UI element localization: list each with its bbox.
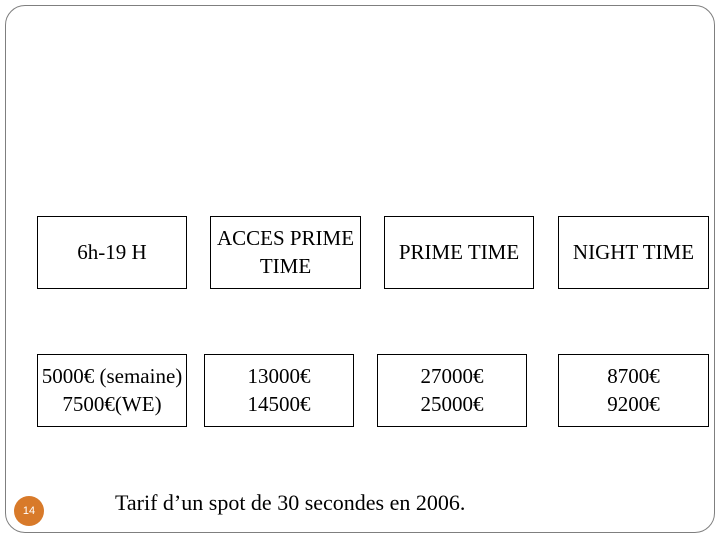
price-cell-night-time <box>558 354 709 427</box>
price-cell-prime-time <box>377 354 527 427</box>
page-number-badge <box>14 496 44 526</box>
price-day-line-1: 5000€ (semaine) <box>41 364 183 389</box>
header-day-line-1: 6h-19 H <box>77 239 147 264</box>
price-prime-line-2: 25000€ <box>420 391 484 416</box>
page-number: 14 <box>22 505 36 517</box>
price-prime-line-1: 27000€ <box>420 364 484 389</box>
price-night-line-2: 9200€ <box>607 391 660 416</box>
header-cell-day <box>37 216 187 289</box>
price-cell-access-prime-time <box>204 354 354 427</box>
price-access-line-2: 14500€ <box>247 391 311 416</box>
header-cell-night-time <box>558 216 709 289</box>
price-cell-day <box>37 354 187 427</box>
header-access-line-2: TIME <box>259 253 312 278</box>
slide-caption: Tarif d’un spot de 30 secondes en 2006. <box>115 490 466 515</box>
price-night-line-1: 8700€ <box>607 364 660 389</box>
header-prime-line-1: PRIME TIME <box>398 239 520 264</box>
header-cell-prime-time <box>384 216 534 289</box>
header-night-line-1: NIGHT TIME <box>572 239 695 264</box>
price-access-line-1: 13000€ <box>247 364 311 389</box>
price-day-line-2: 7500€(WE) <box>62 391 162 416</box>
header-access-line-1: ACCES PRIME <box>216 226 355 251</box>
header-cell-access-prime-time <box>210 216 361 289</box>
